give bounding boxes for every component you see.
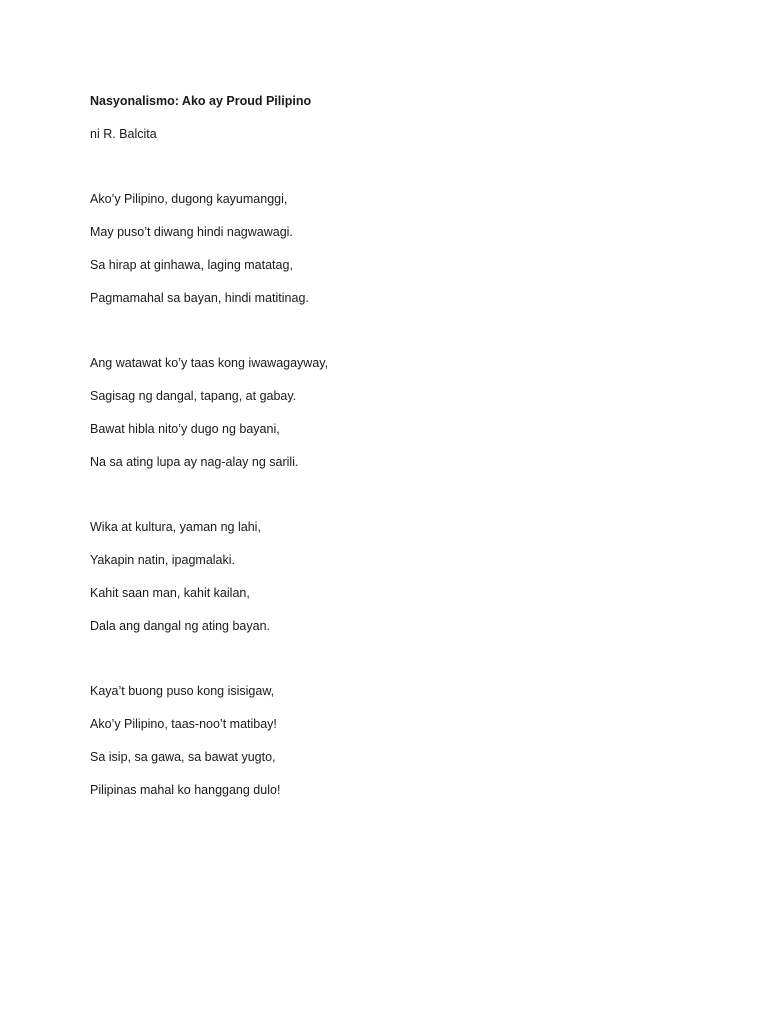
stanza-1 bbox=[90, 191, 710, 307]
poem-line: Sa isip, sa gawa, sa bawat yugto, bbox=[90, 750, 276, 764]
poem-line: Yakapin natin, ipagmalaki. bbox=[90, 553, 235, 567]
poem-line: Ang watawat ko’y taas kong iwawagayway, bbox=[90, 356, 329, 370]
document-page bbox=[90, 93, 710, 799]
poem-line: Kahit saan man, kahit kailan, bbox=[90, 586, 250, 600]
poem-line: Sa hirap at ginhawa, laging matatag, bbox=[90, 258, 293, 272]
poem-line: Pagmamahal sa bayan, hindi matitinag. bbox=[90, 291, 309, 305]
poem-line: Sagisag ng dangal, tapang, at gabay. bbox=[90, 389, 297, 403]
stanza-2 bbox=[90, 355, 710, 471]
poem-line: Na sa ating lupa ay nag-alay ng sarili. bbox=[90, 455, 299, 469]
stanza-4 bbox=[90, 683, 710, 799]
poem-line: Bawat hibla nito’y dugo ng bayani, bbox=[90, 422, 280, 436]
poem-author: ni R. Balcita bbox=[90, 127, 157, 141]
poem-line: Ako’y Pilipino, taas-noo’t matibay! bbox=[90, 717, 277, 731]
poem-line: Kaya’t buong puso kong isisigaw, bbox=[90, 684, 275, 698]
poem-line: May puso’t diwang hindi nagwawagi. bbox=[90, 225, 293, 239]
stanza-3 bbox=[90, 519, 710, 635]
poem-title: Nasyonalismo: Ako ay Proud Pilipino bbox=[90, 94, 312, 108]
poem-line: Dala ang dangal ng ating bayan. bbox=[90, 619, 271, 633]
poem-line: Wika at kultura, yaman ng lahi, bbox=[90, 520, 261, 534]
poem-line: Ako’y Pilipino, dugong kayumanggi, bbox=[90, 192, 288, 206]
poem-line: Pilipinas mahal ko hanggang dulo! bbox=[90, 783, 281, 797]
